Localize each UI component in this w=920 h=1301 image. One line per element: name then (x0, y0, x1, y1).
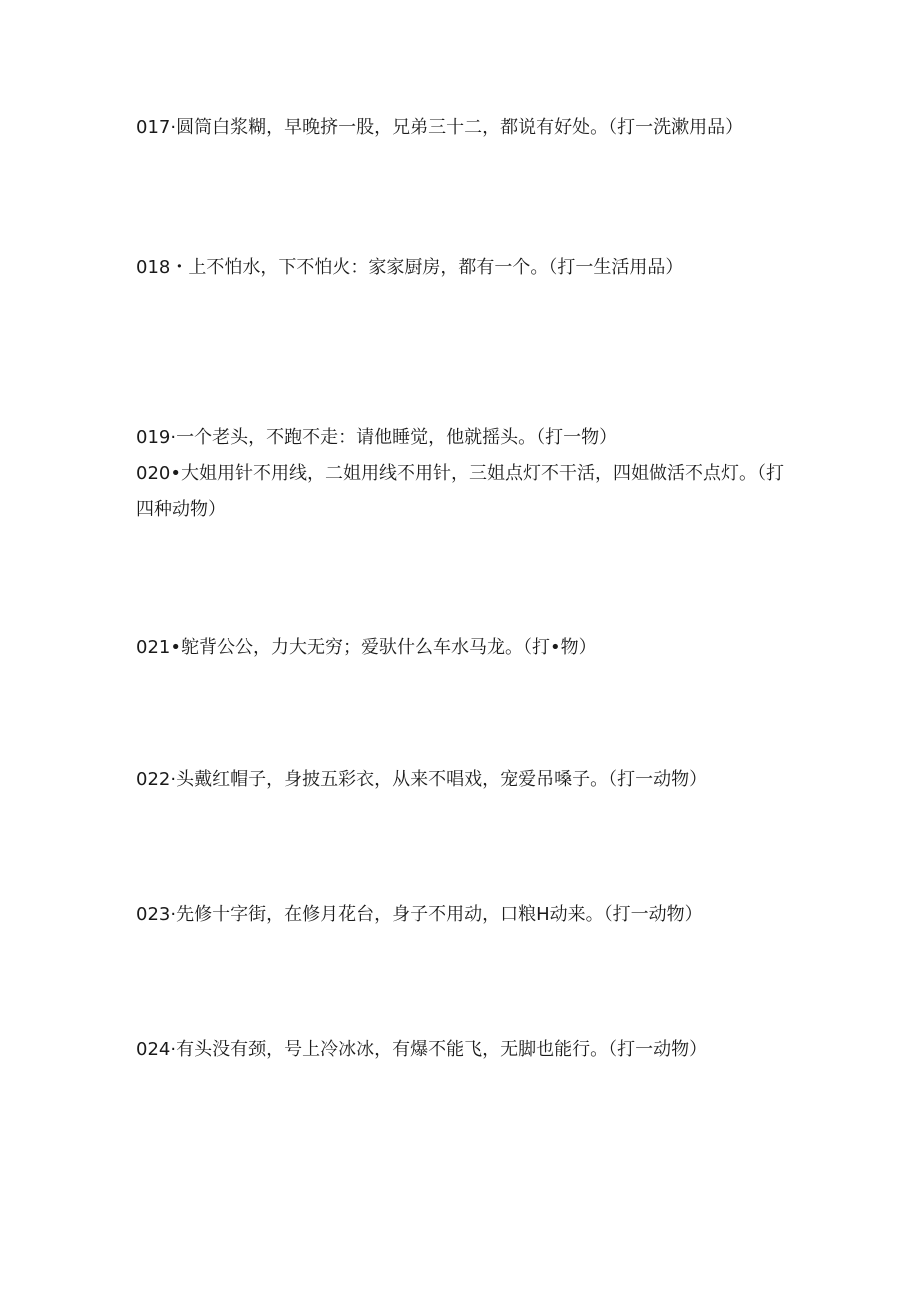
riddle-021: 021•鸵背公公，力大无穷；爱驮什么车水马龙。（打•物） (136, 637, 597, 658)
riddle-020: 020•大姐用针不用线，二姐用线不用针，三姐点灯不干活，四姐做活不点灯。（打四种动物） (136, 463, 784, 520)
riddle-022: 022·头戴红帽子，身披五彩衣，从来不唱戏，宠爱吊嗓子。（打一动物） (136, 769, 708, 790)
riddle-023: 023·先修十字街，在修月花台，身子不用动，口粮H动来。（打一动物） (136, 904, 703, 925)
riddle-019: 019·一个老头，不跑不走：请他睡觉，他就摇头。（打一物） (136, 427, 618, 448)
riddle-024: 024·有头没有颈，号上冷冰冰，有爆不能飞，无脚也能行。（打一动物） (136, 1039, 708, 1060)
riddle-017: 017·圆筒白浆糊，早晚挤一股，兄弟三十二，都说有好处。（打一洗漱用品） (136, 117, 744, 138)
riddle-018: 018・上不怕水，下不怕火：家家厨房，都有一个。（打一生活用品） (136, 257, 684, 278)
